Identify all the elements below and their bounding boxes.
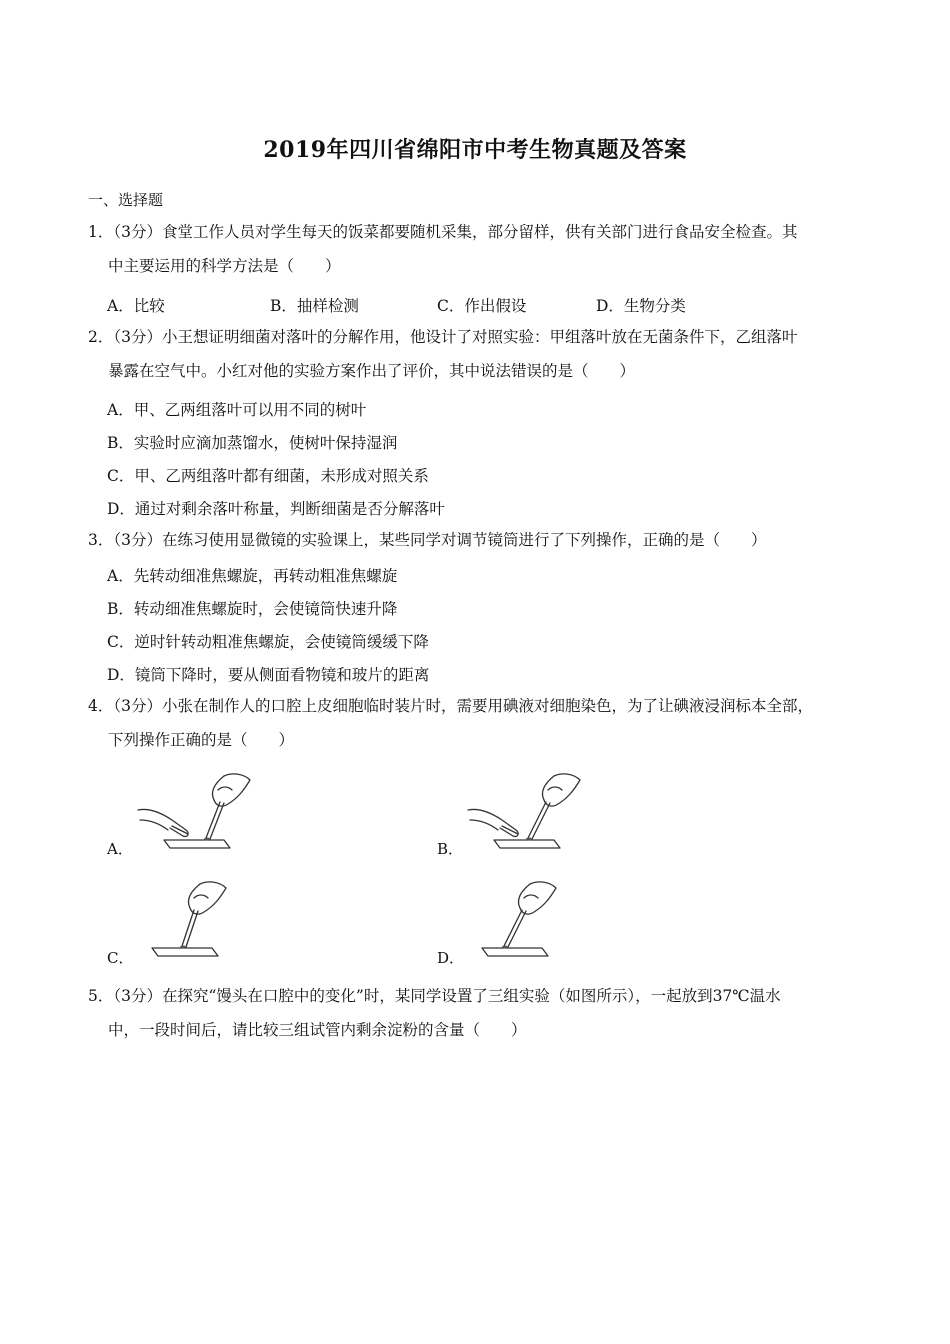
question-5-line2: 中，一段时间后，请比较三组试管内剩余淀粉的含量（ ） [108,1021,527,1039]
q2-option-a: A．甲、乙两组落叶可以用不同的树叶 [107,401,367,419]
question-1-line2: 中主要运用的科学方法是（ ） [108,257,341,275]
q4-option-b: B． [437,840,464,858]
q4-option-c: C． [107,949,134,967]
question-2-line2: 暴露在空气中。小红对他的实验方案作出了评价，其中说法错误的是（ ） [108,362,636,380]
question-4-line1: 4．（3分）小张在制作人的口腔上皮细胞临时装片时，需要用碘液对细胞染色，为了让碘液浸润标本全部， [88,697,813,715]
q4-figure-a [128,768,258,856]
question-5 [88,979,878,1047]
q4-figure-b [458,768,588,856]
q4-option-d: D． [437,949,465,967]
q3-option-b: B．转动细准焦螺旋时，会使镜筒快速升降 [107,600,398,618]
staining-one-hand-illustration [478,876,568,964]
staining-two-hands-illustration [458,768,588,856]
question-2-line1: 2．（3分）小王想证明细菌对落叶的分解作用，他设计了对照实验：甲组落叶放在无菌条件下，乙组落叶 [88,328,798,346]
q2-option-b: B．实验时应滴加蒸馏水，使树叶保持湿润 [107,434,398,452]
question-4-line2: 下列操作正确的是（ ） [108,731,295,749]
q1-option-a: A．比较 [107,297,165,315]
question-1 [88,215,878,283]
q1-option-d: D．生物分类 [596,297,686,315]
question-3-line1: 3．（3分）在练习使用显微镜的实验课上，某些同学对调节镜筒进行了下列操作，正确的是（ ） [88,531,767,549]
q3-option-a: A．先转动细准焦螺旋，再转动粗准焦螺旋 [107,567,398,585]
section-heading: 一、选择题 [88,191,164,209]
staining-one-hand-illustration [148,876,238,964]
q1-option-c: C．作出假设 [437,297,527,315]
q2-option-d: D．通过对剩余落叶称量，判断细菌是否分解落叶 [107,500,445,518]
question-4 [88,689,878,757]
q2-option-c: C．甲、乙两组落叶都有细菌，未形成对照关系 [107,467,429,485]
staining-two-hands-illustration [128,768,258,856]
question-5-line1: 5．（3分）在探究“馒头在口腔中的变化”时，某同学设置了三组实验（如图所示），一起放到37℃温水 [88,987,781,1005]
page-title: 2019年四川省绵阳市中考生物真题及答案 [263,137,687,163]
q4-figure-c [148,876,238,964]
q4-option-a: A． [107,840,133,858]
q4-figure-d [478,876,568,964]
question-3 [88,523,878,557]
q3-option-c: C．逆时针转动粗准焦螺旋，会使镜筒缓缓下降 [107,633,429,651]
question-1-line1: 1．（3分）食堂工作人员对学生每天的饭菜都要随机采集，部分留样，供有关部门进行食品安全检查。其 [88,223,798,241]
q3-option-d: D．镜筒下降时，要从侧面看物镜和玻片的距离 [107,666,430,684]
q1-option-b: B．抽样检测 [270,297,359,315]
question-2 [88,320,878,388]
